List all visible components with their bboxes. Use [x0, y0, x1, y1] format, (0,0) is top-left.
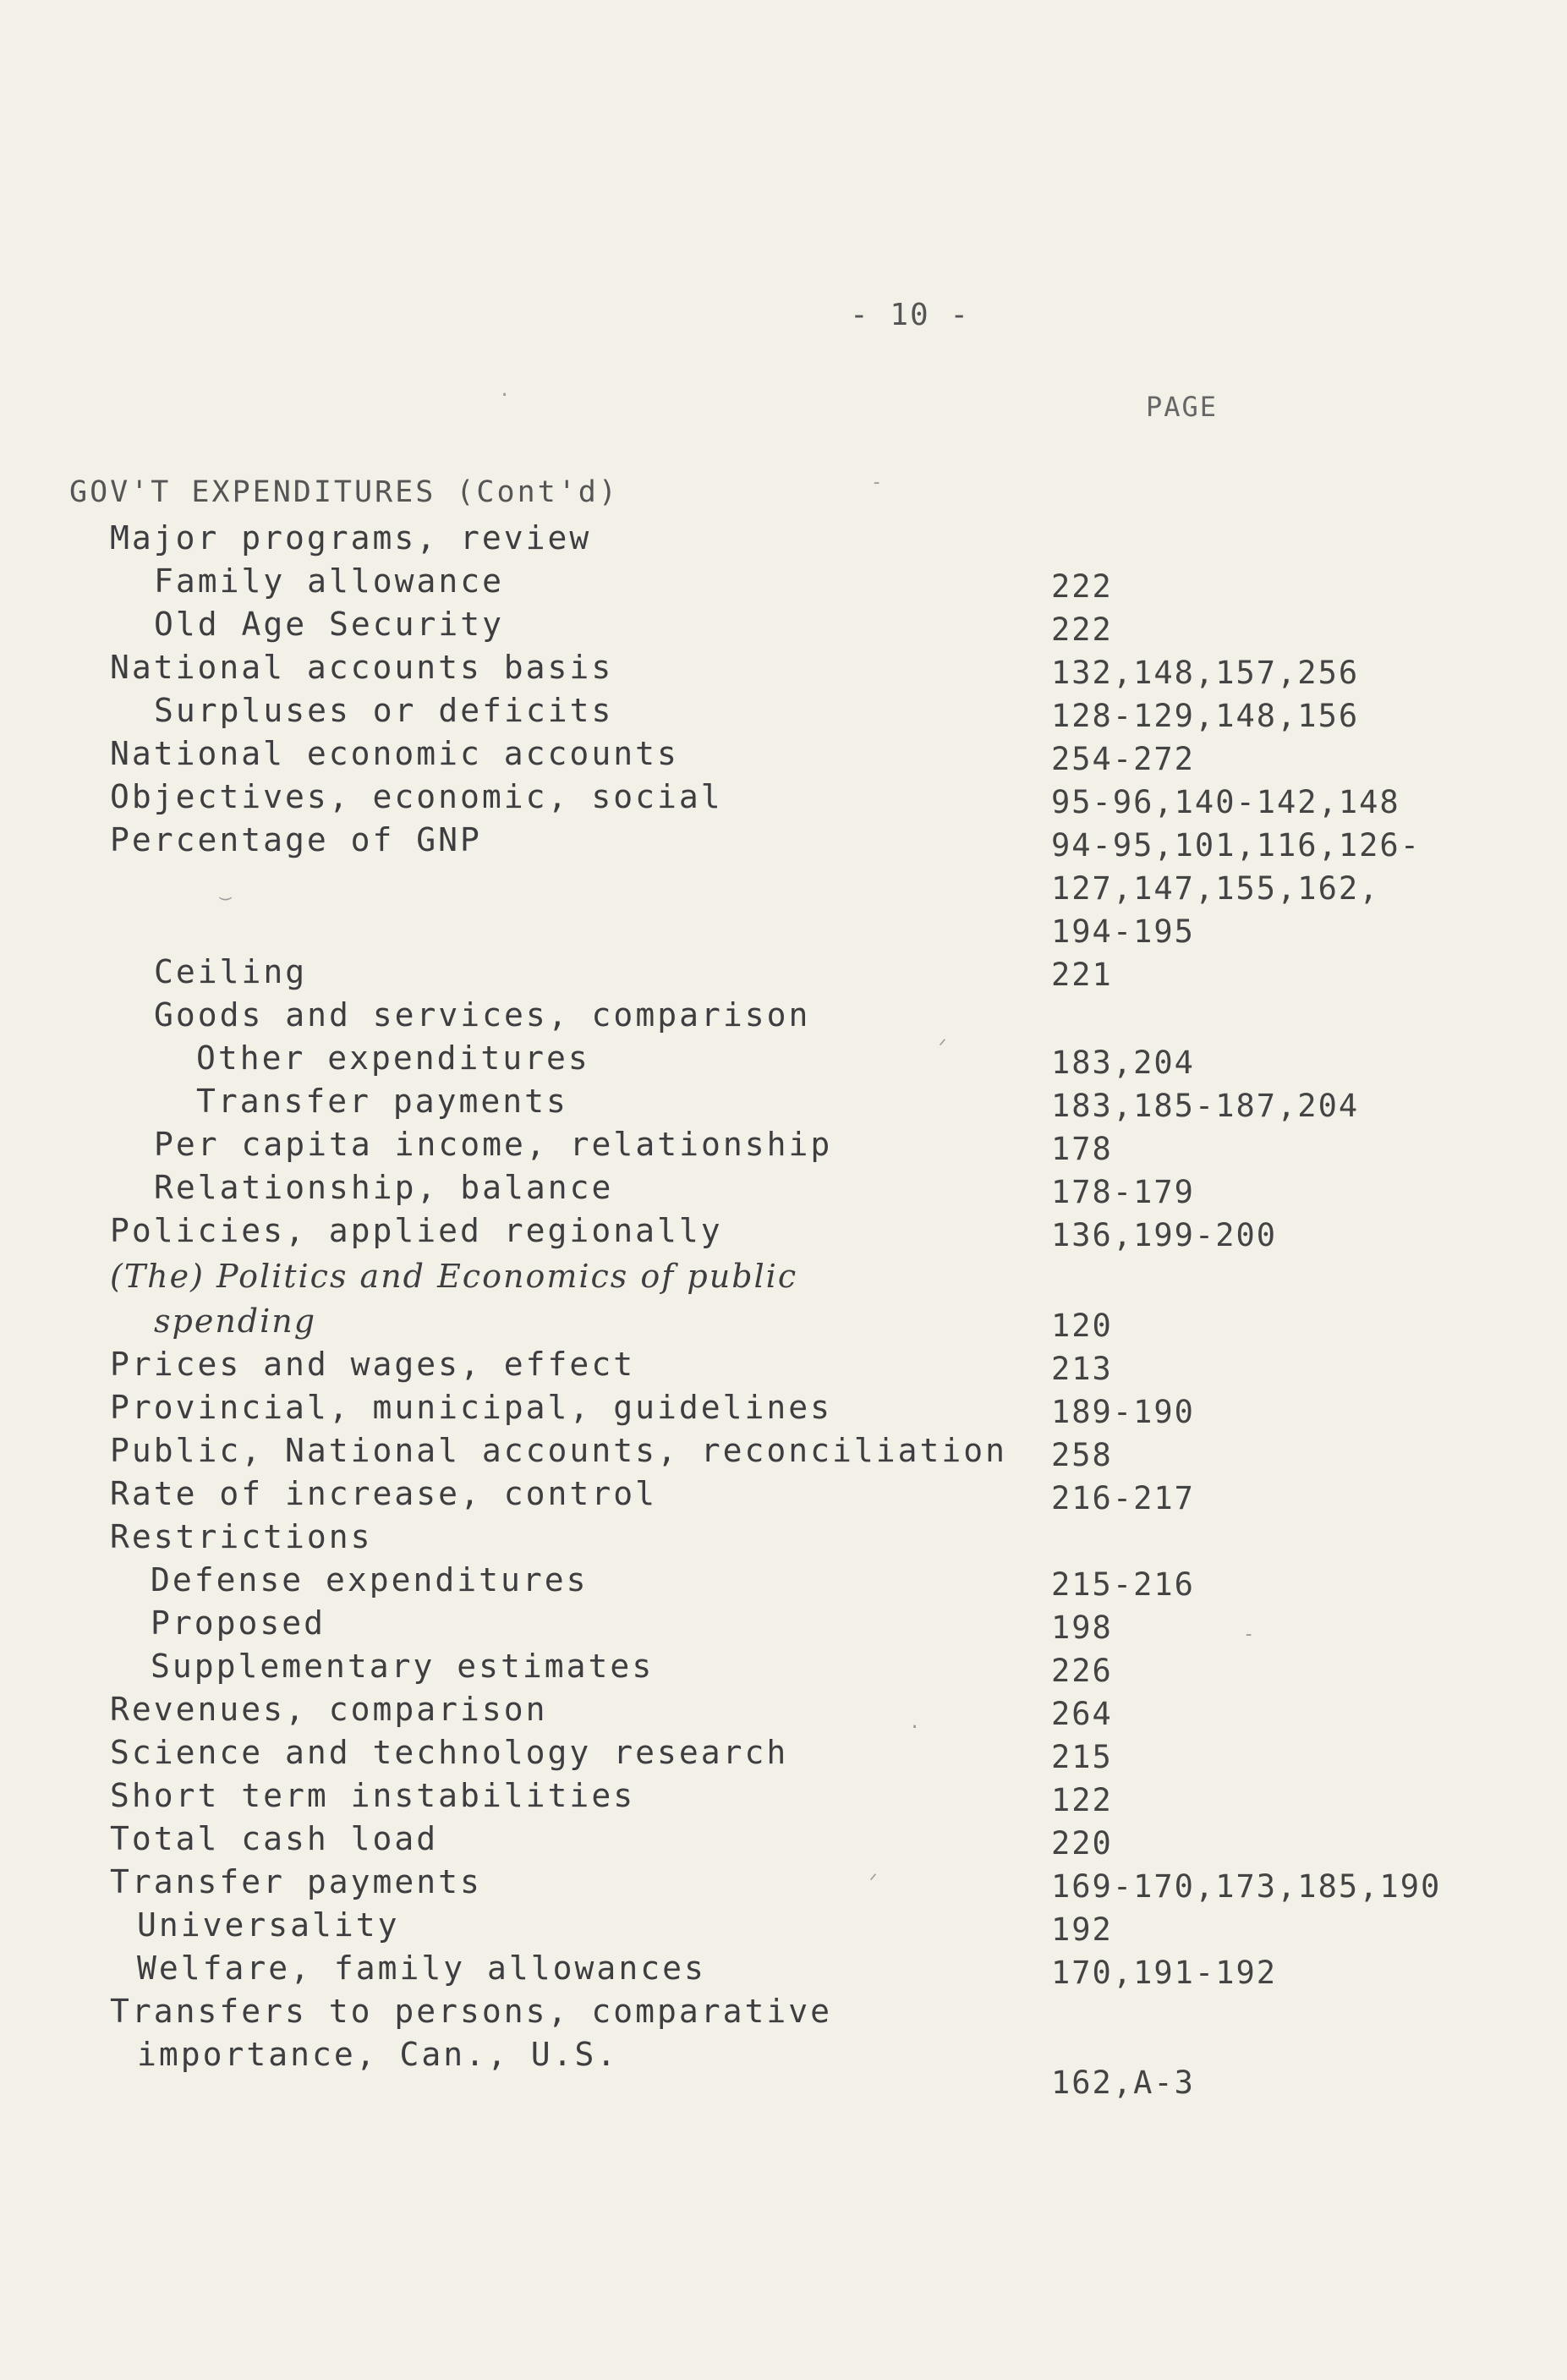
entry-text: Policies, applied regionally — [110, 1212, 723, 1249]
entry-text: importance, Can., U.S. — [137, 2036, 619, 2073]
stray-mark: - — [1243, 1624, 1255, 1645]
entry-text: Revenues, comparison — [110, 1691, 548, 1728]
entry-pages: 221 — [1051, 957, 1113, 993]
entry-pages: 95-96,140-142,148 — [1051, 784, 1400, 820]
entry-text: Welfare, family allowances — [137, 1950, 706, 1987]
entry-pages: 189-190 — [1051, 1394, 1195, 1430]
entry-pages: 183,204 — [1051, 1045, 1195, 1081]
entry-text: Per capita income, relationship — [154, 1126, 833, 1163]
entry-pages: 215 — [1051, 1739, 1113, 1775]
entry-pages: 128-129,148,156 — [1051, 698, 1360, 734]
entry-text: Total cash load — [110, 1820, 439, 1857]
entry-text: Transfer payments — [196, 1083, 568, 1120]
stray-mark: · — [909, 1717, 921, 1738]
entry-pages: 258 — [1051, 1437, 1113, 1473]
entry-text: Prices and wages, effect — [110, 1346, 636, 1383]
entry-pages: 222 — [1051, 568, 1113, 605]
entry-pages: 122 — [1051, 1782, 1113, 1818]
stray-mark: · — [499, 385, 511, 406]
entry-pages: 222 — [1051, 611, 1113, 648]
entry-text: Family allowance — [154, 562, 505, 600]
entry-text: National economic accounts — [110, 735, 679, 772]
entry-pages: 170,191-192 — [1051, 1955, 1278, 1991]
entry-text: Transfers to persons, comparative — [110, 1993, 832, 2030]
entry-text: Transfer payments — [110, 1863, 482, 1900]
entry-pages: 198 — [1051, 1610, 1113, 1646]
entry-text: Old Age Security — [154, 606, 505, 643]
entry-text: Science and technology research — [110, 1734, 789, 1771]
entry-text: Provincial, municipal, guidelines — [110, 1389, 832, 1426]
entry-text: Major programs, review — [110, 519, 592, 557]
entry-text: Supplementary estimates — [151, 1648, 655, 1685]
stray-mark: ᐟ — [939, 1036, 947, 1057]
entry-text: Surpluses or deficits — [154, 692, 614, 729]
entry-pages: 254-272 — [1051, 741, 1195, 777]
section-title: GOV'T EXPENDITURES (Cont'd) — [69, 475, 619, 509]
entry-pages: 215-216 — [1051, 1566, 1195, 1603]
entry-text: Ceiling — [154, 953, 308, 990]
entry-pages: 264 — [1051, 1696, 1113, 1732]
entry-text: Public, National accounts, reconciliation — [110, 1432, 1007, 1469]
stray-mark: - — [871, 472, 883, 493]
entry-pages: 194-195 — [1051, 913, 1195, 950]
entry-pages: 226 — [1051, 1653, 1113, 1689]
entry-pages: 178-179 — [1051, 1174, 1195, 1210]
entry-pages: 192 — [1051, 1911, 1113, 1948]
entry-pages: 132,148,157,256 — [1051, 655, 1360, 691]
entry-pages: 169-170,173,185,190 — [1051, 1868, 1442, 1905]
entry-text: Goods and services, comparison — [154, 996, 811, 1034]
stray-mark: ᐟ — [869, 1871, 878, 1892]
entry-text: Rate of increase, control — [110, 1475, 657, 1512]
entry-text: Restrictions — [110, 1518, 373, 1555]
entry-pages: 178 — [1051, 1131, 1113, 1167]
entry-text: National accounts basis — [110, 649, 614, 686]
entry-text: spending — [154, 1302, 317, 1340]
entry-text: Objectives, economic, social — [110, 778, 723, 815]
entry-pages: 220 — [1051, 1825, 1113, 1862]
entry-pages: 183,185-187,204 — [1051, 1088, 1360, 1124]
entry-pages: 127,147,155,162, — [1051, 870, 1380, 907]
page-number: - 10 - — [850, 298, 971, 332]
entry-text: (The) Politics and Economics of public — [110, 1258, 798, 1295]
entry-text: Other expenditures — [196, 1039, 590, 1077]
entry-pages: 120 — [1051, 1308, 1113, 1344]
entry-pages: 94-95,101,116,126- — [1051, 827, 1421, 864]
entry-pages: 216-217 — [1051, 1480, 1195, 1516]
page-column-header: PAGE — [1146, 391, 1219, 423]
entry-text: Defense expenditures — [151, 1561, 589, 1599]
entry-text: Percentage of GNP — [110, 821, 482, 858]
entry-pages: 136,199-200 — [1051, 1217, 1278, 1253]
entry-text: Proposed — [151, 1604, 326, 1642]
entry-text: Relationship, balance — [154, 1169, 614, 1206]
entry-pages: 162,A-3 — [1051, 2065, 1195, 2101]
entry-text: Short term instabilities — [110, 1777, 636, 1814]
entry-pages: 213 — [1051, 1351, 1113, 1387]
entry-text: Universality — [137, 1906, 400, 1944]
stray-mark: ‿ — [220, 880, 232, 901]
